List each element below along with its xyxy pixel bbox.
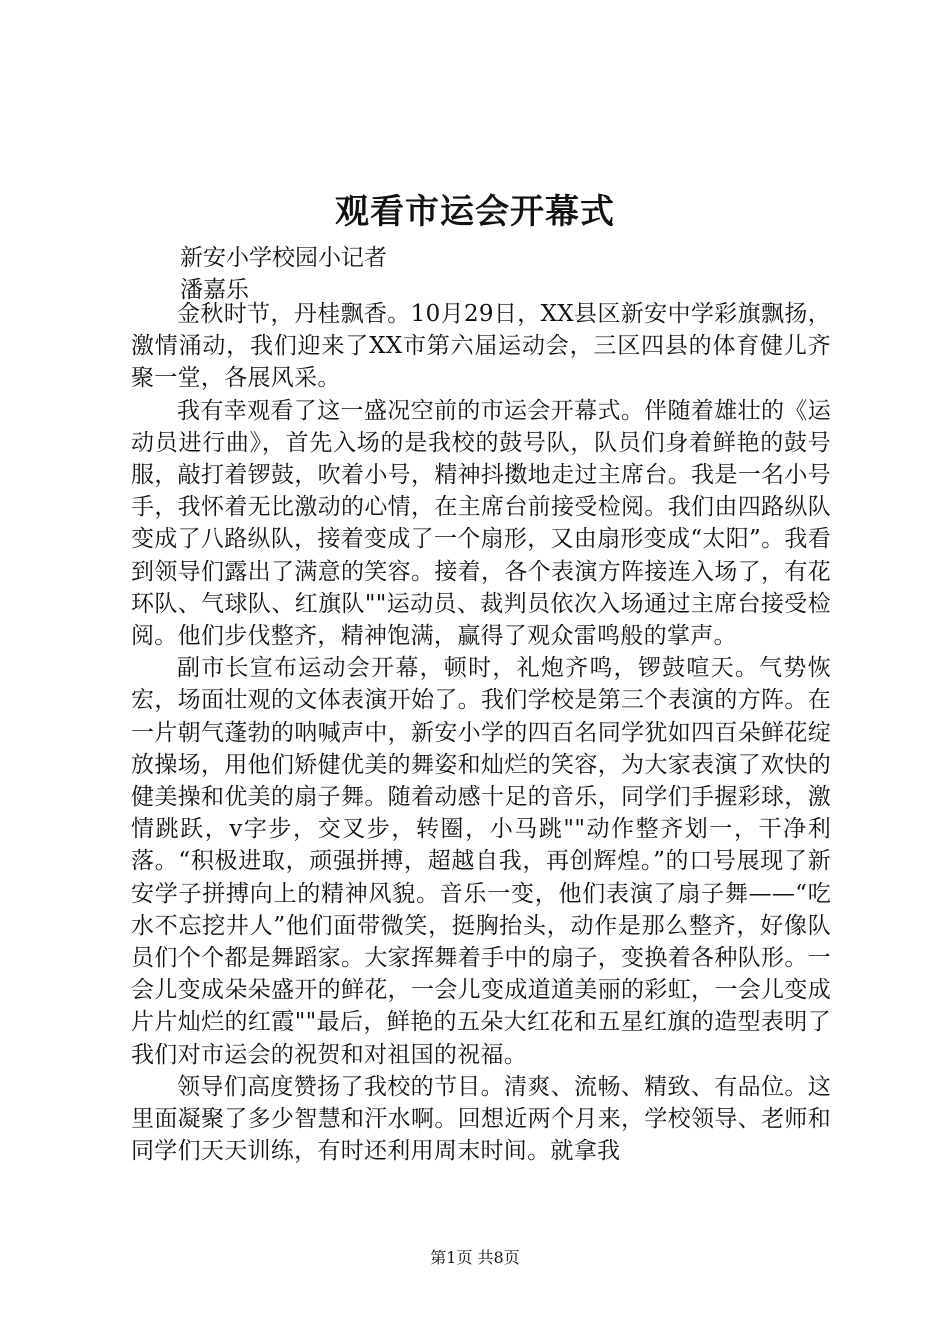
article-body [131, 298, 831, 1167]
document-title: 观看市运会开幕式 [335, 192, 615, 232]
paragraph: 领导们高度赞扬了我校的节目。清爽、流畅、精致、有品位。这里面凝聚了多少智慧和汗水啊。回想近两个月来，学校领导、老师和同学们天天训练，有时还利用周末时间。就拿我 [131, 1073, 831, 1165]
paragraph: 副市长宣布运动会开幕，顿时，礼炮齐鸣，锣鼓喧天。气势恢宏，场面壮观的文体表演开始了。我们学校是第三个表演的方阵。在一片朝气蓬勃的呐喊声中，新安小学的四百名同学犹如四百朵鲜花绽放操场，用他们矫健优美的舞姿和灿烂的笑容，为大家表演了欢快的健美操和优美的扇子舞。随着动感十足的音乐，同学们手握彩球，激情跳跃，v字步，交叉步，转圈，小马跳""动作整齐划一，干净利落。“积极进取，顽强拼搏，超越自我，再创辉煌。”的口号展现了新安学子拼搏向上的精神风貌。音乐一变，他们表演了扇子舞——“吃水不忘挖井人”他们面带微笑，挺胸抬头，动作是那么整齐，好像队员们个个都是舞蹈家。大家挥舞着手中的扇子，变换着各种队形。一会儿变成朵朵盛开的鲜花，一会儿变成道道美丽的彩虹，一会儿变成片片灿烂的红霞""最后，鲜艳的五朵大红花和五星红旗的造型表明了我们对市运会的祝贺和对祖国的祝福。 [131, 655, 831, 1068]
page-footer: 第1页 共8页 [430, 1248, 520, 1267]
paragraph: 金秋时节，丹桂飘香。10月29日，XX县区新安中学彩旗飘扬，激情涌动，我们迎来了XX市第六届运动会，三区四县的体育健儿齐聚一堂，各展风采。 [131, 301, 831, 392]
school-line: 新安小学校园小记者 [180, 245, 387, 271]
paragraph: 我有幸观看了这一盛况空前的市运会开幕式。伴随着雄壮的《运动员进行曲》，首先入场的是我校的鼓号队，队员们身着鲜艳的鼓号服，敲打着锣鼓，吹着小号，精神抖擞地走过主席台。我是一名小号手，我怀着无比激动的心情，在主席台前接受检阅。我们由四路纵队变成了八路纵队，接着变成了一个扇形，又由扇形变成“太阳”。我看到领导们露出了满意的笑容。接着，各个表演方阵接连入场了，有花环队、气球队、红旗队""运动员、裁判员依次入场通过主席台接受检阅。他们步伐整齐，精神饱满，赢得了观众雷鸣般的掌声。 [131, 397, 831, 650]
author-line: 潘嘉乐 [180, 277, 249, 303]
